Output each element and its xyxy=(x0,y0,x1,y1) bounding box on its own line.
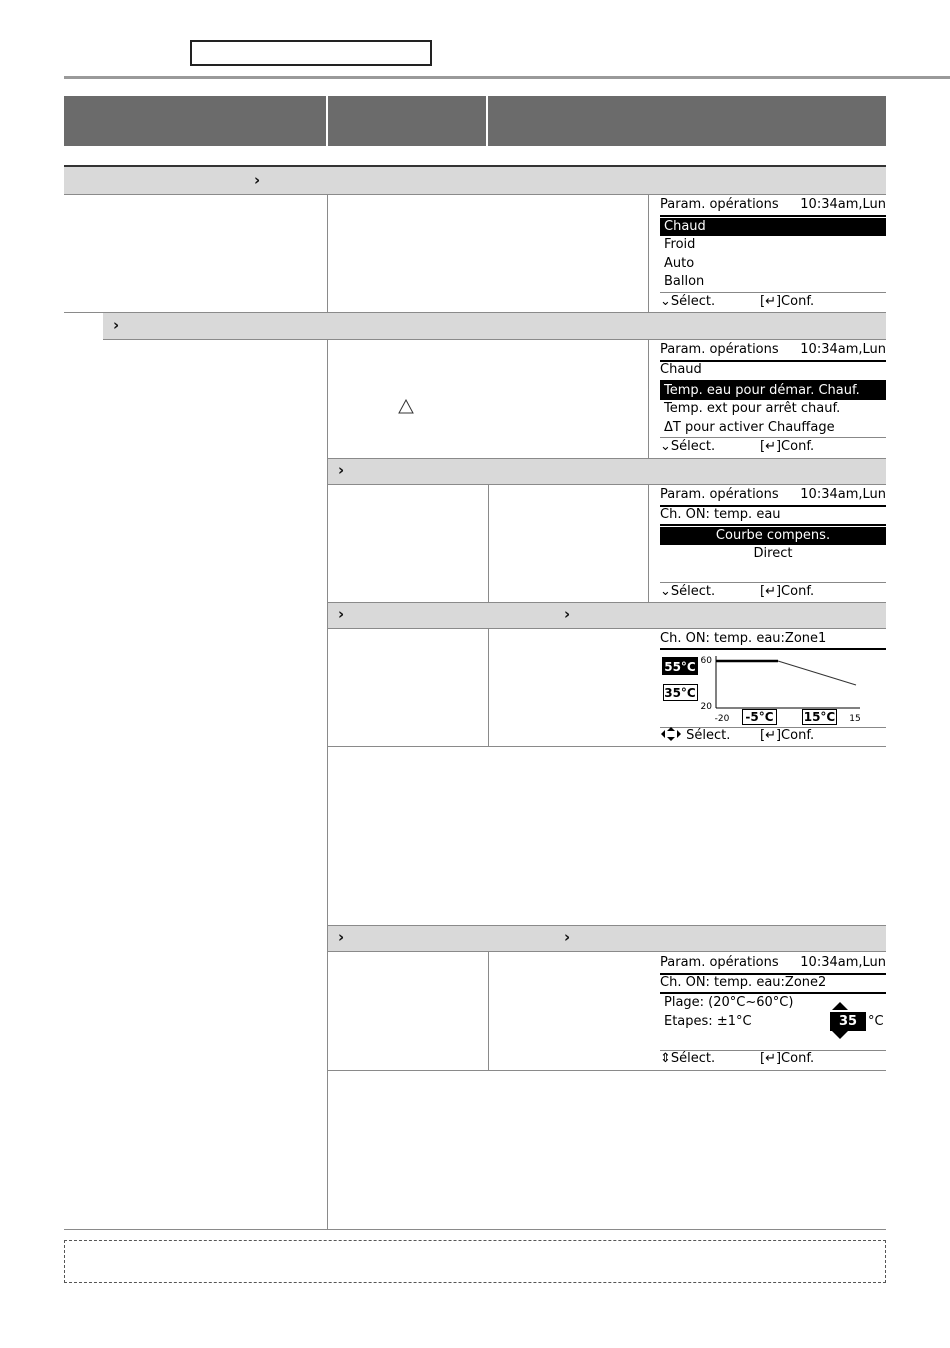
table-header-col2 xyxy=(328,96,486,146)
mode-option-auto[interactable]: Auto xyxy=(664,256,695,271)
column-divider xyxy=(648,484,649,602)
column-divider xyxy=(648,339,649,458)
lcd-time: 10:34am,Lun xyxy=(800,197,886,212)
lcd-direct-panel xyxy=(660,954,886,1068)
enter-icon: [↵] xyxy=(760,584,782,599)
lcd-footer xyxy=(660,293,886,311)
lcd-title: Param. opérations xyxy=(660,487,779,502)
outdoor-low-label: -5°C xyxy=(745,710,774,724)
triangle-icon xyxy=(398,399,414,415)
increase-arrow-icon[interactable] xyxy=(830,1002,850,1010)
note-box xyxy=(64,1240,886,1283)
water-option-direct[interactable]: Direct xyxy=(753,546,793,561)
section-bar-heat xyxy=(103,313,886,339)
lcd-water-temp-panel xyxy=(660,486,886,600)
column-divider xyxy=(488,484,489,602)
section-bar-operation xyxy=(64,167,886,194)
divider xyxy=(328,1070,886,1071)
four-way-arrow-icon xyxy=(660,727,682,741)
lcd-footer xyxy=(660,438,886,456)
chevron-right-icon: › xyxy=(564,605,571,623)
lcd-title-row xyxy=(660,196,886,214)
column-divider xyxy=(488,628,489,746)
steps-text: Etapes: ±1°C xyxy=(664,1014,752,1029)
lcd-title: Param. opérations xyxy=(660,197,779,212)
lcd-separator xyxy=(660,215,886,217)
mode-option-cool[interactable]: Froid xyxy=(664,237,696,252)
table-header-col3 xyxy=(488,96,886,146)
decrease-arrow-icon[interactable] xyxy=(830,1031,850,1039)
temperature-unit: °C xyxy=(868,1014,884,1029)
footer-select: Sélect. xyxy=(686,728,731,743)
chevron-right-icon: › xyxy=(254,171,261,189)
heat-option-start-water-temp[interactable]: Temp. eau pour démar. Chauf. xyxy=(660,382,886,400)
lcd-heat-panel xyxy=(660,341,886,455)
water-low-label: 35°C xyxy=(664,686,696,700)
lcd-time: 10:34am,Lun xyxy=(800,342,886,357)
lcd-subtitle: Ch. ON: temp. eau xyxy=(660,507,781,522)
footer-select: Sélect. xyxy=(670,584,716,599)
down-arrow-icon: ⌄ xyxy=(660,294,671,309)
lcd-title: Ch. ON: temp. eau:Zone1 xyxy=(660,631,827,646)
section-bar-direct xyxy=(328,926,886,951)
enter-icon: [↵] xyxy=(760,294,782,309)
divider xyxy=(328,746,886,747)
outdoor-high-label: 15°C xyxy=(803,710,836,724)
lcd-time: 10:34am,Lun xyxy=(800,487,886,502)
section-bar-water-temp xyxy=(328,459,886,484)
water-option-compensation-curve[interactable]: Courbe compens. xyxy=(660,527,886,545)
footer-confirm: Conf. xyxy=(781,584,815,599)
footer-confirm: Conf. xyxy=(781,1051,815,1066)
lcd-title-row xyxy=(660,954,886,972)
enter-icon: [↵] xyxy=(760,728,782,743)
lcd-title-row xyxy=(660,486,886,504)
heat-option-delta-t[interactable]: ΔT pour activer Chauffage xyxy=(664,420,835,435)
lcd-time: 10:34am,Lun xyxy=(800,955,886,970)
divider xyxy=(64,194,886,195)
temperature-value[interactable]: 35 xyxy=(830,1012,866,1031)
down-arrow-icon: ⌄ xyxy=(660,439,671,454)
lcd-title-row xyxy=(660,630,886,648)
header-label-box xyxy=(190,40,432,66)
x-min-label: -20 xyxy=(714,714,730,724)
enter-icon: [↵] xyxy=(760,1051,782,1066)
up-down-arrow-icon: ⇕ xyxy=(660,1051,671,1066)
lcd-separator xyxy=(660,524,886,526)
curve-slope-segment xyxy=(778,661,856,685)
lcd-footer xyxy=(660,727,886,745)
footer-confirm: Conf. xyxy=(781,728,815,743)
y-min-label: 20 xyxy=(700,702,712,712)
heat-option-outdoor-stop-temp[interactable]: Temp. ext pour arrêt chauf. xyxy=(664,401,841,416)
lcd-curve-panel xyxy=(660,630,886,746)
chevron-right-icon: › xyxy=(338,461,345,479)
column-divider xyxy=(488,951,489,1070)
chevron-right-icon: › xyxy=(564,928,571,946)
header-rule xyxy=(64,76,950,79)
table-bottom-rule xyxy=(64,1229,886,1230)
x-max-label: 15 xyxy=(849,714,861,724)
footer-select: Sélect. xyxy=(670,294,716,309)
lcd-mode-panel xyxy=(660,196,886,310)
lcd-footer xyxy=(660,1050,886,1068)
enter-icon: [↵] xyxy=(760,439,782,454)
table-header-col1 xyxy=(64,96,326,146)
compensation-curve-graph xyxy=(660,650,886,726)
column-divider xyxy=(327,194,328,1229)
mode-option-tank[interactable]: Ballon xyxy=(664,274,705,289)
lcd-title-row xyxy=(660,341,886,359)
chevron-right-icon: › xyxy=(338,605,345,623)
footer-confirm: Conf. xyxy=(781,439,815,454)
column-divider xyxy=(648,194,649,312)
mode-option-heat[interactable]: Chaud xyxy=(660,218,886,236)
divider xyxy=(328,628,886,629)
lcd-title: Param. opérations xyxy=(660,955,779,970)
down-arrow-icon: ⌄ xyxy=(660,584,671,599)
divider xyxy=(328,484,886,485)
footer-select: Sélect. xyxy=(670,1051,716,1066)
range-text: Plage: (20°C~60°C) xyxy=(664,995,794,1010)
footer-confirm: Conf. xyxy=(781,294,815,309)
chevron-right-icon: › xyxy=(113,316,120,334)
lcd-title: Param. opérations xyxy=(660,342,779,357)
divider xyxy=(103,339,886,340)
lcd-footer xyxy=(660,583,886,601)
lcd-subtitle: Ch. ON: temp. eau:Zone2 xyxy=(660,975,827,990)
chevron-right-icon: › xyxy=(338,928,345,946)
water-high-label: 55°C xyxy=(664,660,696,674)
y-max-label: 60 xyxy=(700,656,712,666)
section-bar-curve xyxy=(328,603,886,628)
lcd-subtitle: Chaud xyxy=(660,362,702,377)
footer-select: Sélect. xyxy=(670,439,716,454)
divider xyxy=(328,951,886,952)
